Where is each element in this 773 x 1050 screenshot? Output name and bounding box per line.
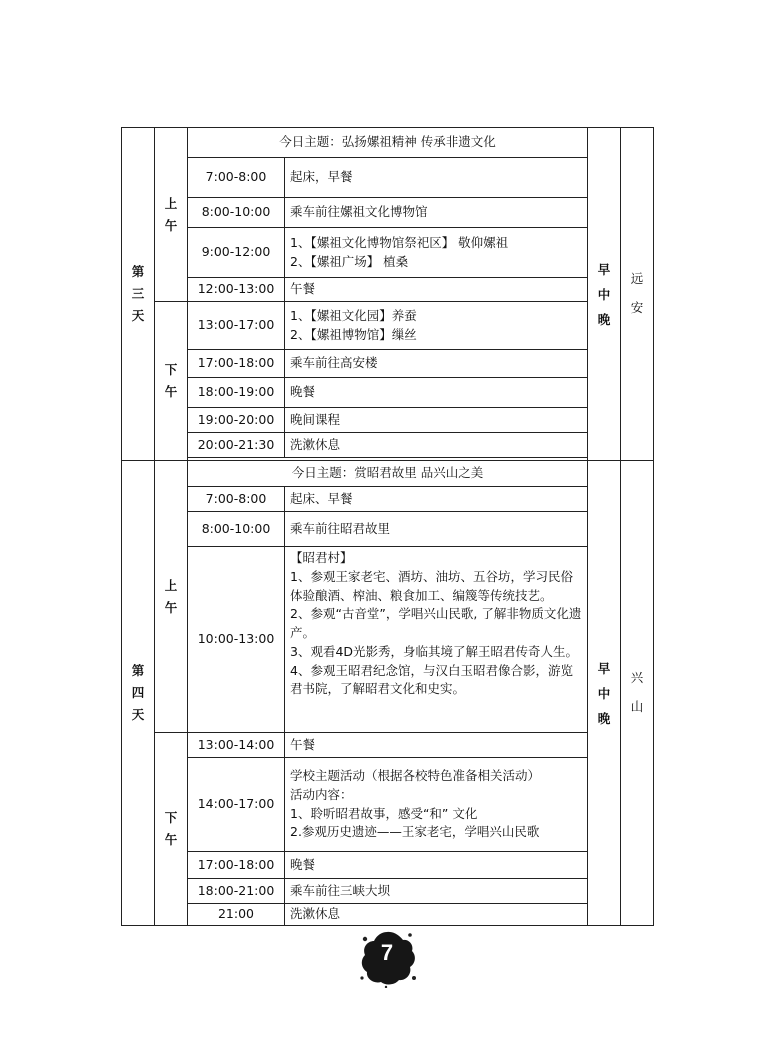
page-number: 7 [380,940,394,965]
half-day-label: 上午 [155,461,188,733]
time-cell: 18:00-21:00 [188,879,285,904]
time-cell: 17:00-18:00 [188,350,285,378]
activity-cell: 晚餐 [285,378,588,408]
half-day-label: 上午 [155,128,188,302]
time-cell: 12:00-13:00 [188,278,285,302]
activity-cell: 1、【嫘祖文化博物馆祭祀区】 敬仰嫘祖 2、【嫘祖广场】 植桑 [285,228,588,278]
table-row [122,158,654,198]
activity-cell: 晚餐 [285,852,588,879]
table-row [122,278,654,302]
lodging-label: 远安 [621,128,654,461]
meals-label: 早中晚 [588,461,621,926]
time-cell: 7:00-8:00 [188,158,285,198]
table-row [122,302,654,350]
meals-label: 早中晚 [588,128,621,461]
time-cell: 7:00-8:00 [188,487,285,512]
time-cell: 19:00-20:00 [188,408,285,433]
table-row [122,512,654,547]
half-day-label: 下午 [155,302,188,461]
activity-cell: 洗漱休息 [285,433,588,458]
half-day-label: 下午 [155,733,188,926]
activity-cell: 起床，早餐 [285,158,588,198]
table-row [122,408,654,433]
lodging-label: 兴山 [621,461,654,926]
table-row [122,904,654,926]
day-label: 第三天 [122,128,155,461]
table-row [122,487,654,512]
schedule-table [121,127,654,926]
time-cell: 13:00-17:00 [188,302,285,350]
table-row [122,547,654,733]
activity-cell: 1、【嫘祖文化园】养蚕 2、【嫘祖博物馆】缫丝 [285,302,588,350]
table-row [122,378,654,408]
activity-cell: 午餐 [285,278,588,302]
time-cell: 13:00-14:00 [188,733,285,758]
table-row [122,433,654,458]
time-cell: 9:00-12:00 [188,228,285,278]
day-theme: 今日主题：弘扬嫘祖精神 传承非遗文化 [188,128,588,158]
time-cell: 14:00-17:00 [188,758,285,852]
day-label: 第四天 [122,461,155,926]
day-theme: 今日主题：赏昭君故里 品兴山之美 [188,461,588,487]
time-cell: 18:00-19:00 [188,378,285,408]
table-row [122,350,654,378]
table-row [122,733,654,758]
activity-cell: 晚间课程 [285,408,588,433]
activity-cell: 乘车前往高安楼 [285,350,588,378]
table-row [122,198,654,228]
table-row [122,228,654,278]
time-cell: 8:00-10:00 [188,512,285,547]
time-cell: 8:00-10:00 [188,198,285,228]
activity-cell: 乘车前往嫘祖文化博物馆 [285,198,588,228]
activity-cell: 洗漱休息 [285,904,588,926]
activity-cell: 午餐 [285,733,588,758]
activity-cell: 乘车前往昭君故里 [285,512,588,547]
day-4-theme-row [122,461,654,487]
page-number-badge [356,926,418,988]
table-row [122,879,654,904]
activity-cell: 【昭君村】 1、参观王家老宅、酒坊、油坊、五谷坊，学习民俗体验酿酒、榨油、粮食加工、编篾等传统技艺。 2、参观“古音堂”，学唱兴山民歌, 了解非物质文化遗产。 3、观看4D光影秀，身临其境了解王昭君传奇人生。 4、参观王昭君纪念馆，与汉白玉昭君像合影，游览君书院，了解昭君文化和史实。 [285,547,588,733]
activity-cell: 学校主题活动（根据各校特色准备相关活动） 活动内容： 1、聆听昭君故事，感受“和” 文化 2.参观历史遗迹——王家老宅，学唱兴山民歌 [285,758,588,852]
table-row [122,758,654,852]
activity-cell: 起床、早餐 [285,487,588,512]
table-row [122,852,654,879]
time-cell: 10:00-13:00 [188,547,285,733]
time-cell: 20:00-21:30 [188,433,285,458]
time-cell: 21:00 [188,904,285,926]
activity-cell: 乘车前往三峡大坝 [285,879,588,904]
day-3-theme-row [122,128,654,158]
time-cell: 17:00-18:00 [188,852,285,879]
